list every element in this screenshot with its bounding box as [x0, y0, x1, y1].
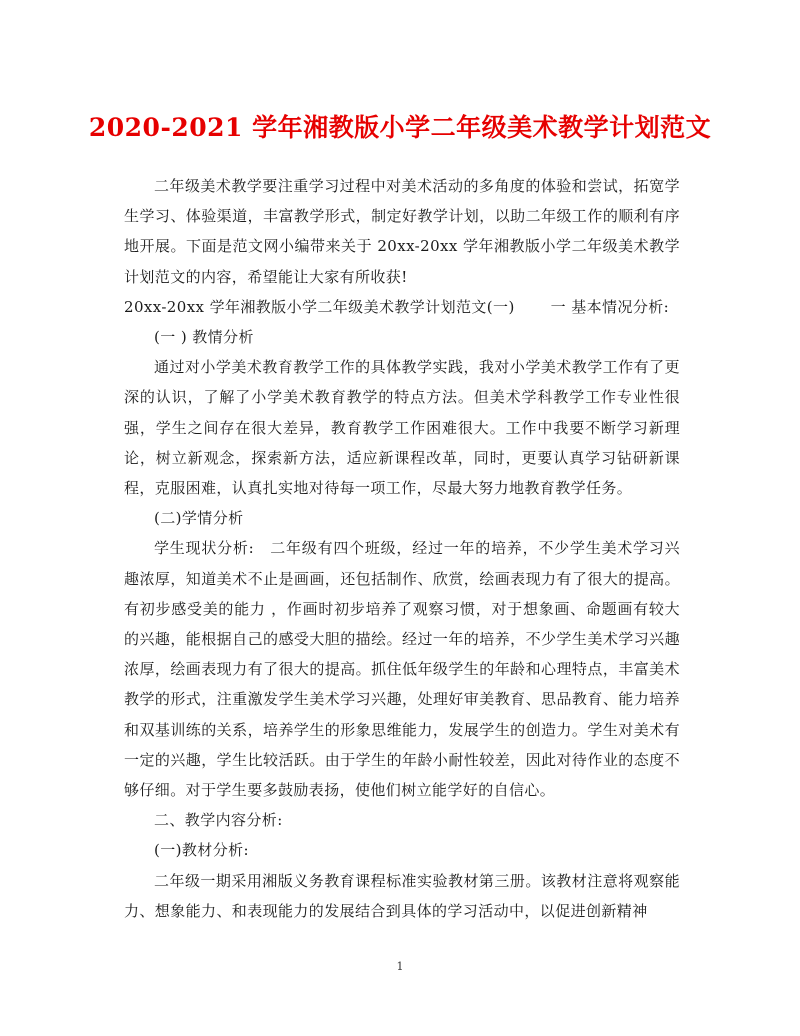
page-number: 1	[396, 960, 404, 973]
textbook-analysis-paragraph: 二年级一期采用湘版义务教育课程标准实验教材第三册。该教材注意将观察能力、想象能力、和表现能力的发展结合到具体的学习活动中，以促进创新精神	[124, 871, 680, 920]
intro-paragraph: 二年级美术教学要注重学习过程中对美术活动的多角度的体验和尝试，拓宽学生学习、体验渠道，丰富教学形式，制定好教学计划，以助二年级工作的顺利有序地开展。下面是范文网小编带来关于 20xx-20xx 学年湘教版小学二年级美术教学计划范文的内容，希望能让大家有所收获!	[124, 177, 680, 286]
subheading-textbook-analysis: (一)教材分析:	[154, 841, 249, 860]
section-heading-content-analysis: 二、教学内容分析:	[154, 811, 283, 830]
document-body	[124, 171, 680, 926]
section-heading-plan-one: 20xx-20xx 学年湘教版小学二年级美术教学计划范文(一) 一 基本情况分析:	[124, 297, 670, 316]
subheading-teaching-analysis: (一 ) 教情分析	[154, 328, 254, 347]
document-title: 2020-2021 学年湘教版小学二年级美术教学计划范文	[88, 113, 712, 142]
teaching-analysis-paragraph: 通过对小学美术教育教学工作的具体教学实践，我对小学美术教学工作有了更深的认识，了解了小学美术教育教学的特点方法。但美术学科教学工作专业性很强，学生之间存在很大差异，教育教学工作困难很大。工作中我要不断学习新理论，树立新观念，探索新方法，适应新课程改革，同时，更要认真学习钻研新课程，克服困难，认真扎实地对待每一项工作，尽最大努力地教育教学任务。	[124, 358, 680, 498]
student-analysis-paragraph: 学生现状分析: 二年级有四个班级，经过一年的培养，不少学生美术学习兴趣浓厚，知道美术不止是画画，还包括制作、欣赏，绘画表现力有了很大的提高。有初步感受美的能力 ，作画时初步培养了观察习惯，对于想象画、命题画有较大的兴趣，能根据自己的感受大胆的描绘。经过一年的培养，不少学生美术学习兴趣浓厚，绘画表现力有了很大的提高。抓住低年级学生的年龄和心理特点，丰富美术教学的形式，注重激发学生美术学习兴趣，处理好审美教育、思品教育、能力培养和双基训练的关系，培养学生的形象思维能力，发展学生的创造力。学生对美术有一定的兴趣，学生比较活跃。由于学生的年龄小耐性较差，因此对待作业的态度不够仔细。对于学生要多鼓励表扬，使他们树立能学好的自信心。	[124, 539, 680, 800]
subheading-student-analysis: (二)学情分析	[154, 509, 244, 528]
